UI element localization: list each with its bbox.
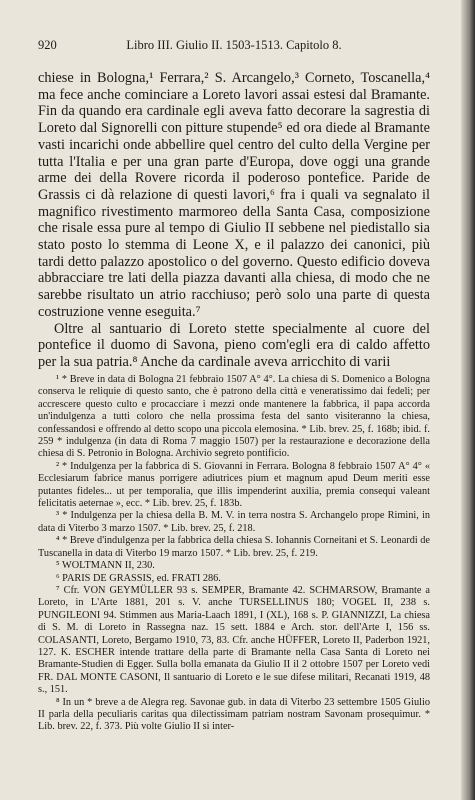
running-header [38, 38, 430, 54]
main-text [38, 70, 430, 371]
main-paragraph-1: chiese in Bologna,¹ Ferrara,² S. Arcangelo,³ Corneto, Toscanella,⁴ ma fece anche cominciare a Loreto lavori assai estesi dal Bramante. Fin da quando era cardinale egli aveva fatto decorare la sagrestia di Loreto dal Signorelli con pitture stupende⁵ ed ora diede al Bramante vasti incarichi onde abbellire quel centro del culto della Vergine per tutta l'Italia e per una gran parte d'Europa, dove oggi una grande arme dei della Rovere ricorda il poderoso pontefice. Paride de Grassis ci dà relazione di questi lavori,⁶ fra i quali va segnalato il magnifico rivestimento marmoreo della Santa Casa, composizione che risale essa pure al tempo di Giulio II sebbene nel piedistallo sia stato posto lo stemma di Leone X, e il palazzo dei canonici, più tardi detto palazzo apostolico o del governo. Questo edificio doveva abbracciare tre lati della piazza davanti alla chiesa, di modo che ne sarebbe risultato un atrio racchiuso; però solo una parte di questa costruzione venne eseguita.⁷ [38, 70, 430, 320]
footnote-3: ³ * Indulgenza per la chiesa della B. M. V. in terra nostra S. Archangelo prope Rimini, in data di Viterbo 3 marzo 1507. * Lib. brev. 25, f. 218. [38, 510, 430, 534]
footnote-1: ¹ * Breve in data di Bologna 21 febbraio 1507 A° 4°. La chiesa di S. Domenico a Bologna conserva le reliquie di questo santo, che è patrono della città e veneratissimo dai fedeli; per accrescere questo culto e procacciare i mezzi onde mantenere la fabbrica, il papa accorda un'indulgenza a tutti coloro che nella prossima festa del santo visiteranno la chiesa, confessandosi e offrendo al detto scopo una piccola elemosina. * Lib. brev. 25, f. 168b; ibid. f. 259 * indulgenza (in data di Roma 7 maggio 1507) per la restaurazione e decorazione della chiesa di S. Petronio in Bologna. Archivio segreto pontificio. [38, 374, 430, 460]
book-page-edge [461, 0, 475, 800]
footnotes [38, 374, 430, 734]
running-title: Libro III. Giulio II. 1503-1513. Capitolo 8. [126, 38, 342, 52]
footnote-7: ⁷ Cfr. VON GEYMÜLLER 93 s. SEMPER, Bramante 42. SCHMARSOW, Bramante a Loreto, in L'Arte 1881, 201 s. V. anche TURSELLINUS 180; VOGEL II, 238 s. PUNGILEONI 94. Stimmen aus Maria-Laach 1891, I (XL), 168 s. P. GIANNIZZI, La chiesa di S. M. di Loreto in Rassegna naz. 15 sett. 1884 e Arch. stor. dell'Arte I, 156 ss. COLASANTI, Loreto, Bergamo 1910, 73, 83. Cfr. anche HÜFFER, Loreto II, Paderbon 1921, 127. K. ESCHER intende trattare della parte di Bramante nella Casa Santa di Loreto nei Bramante-Studien di Egger. Sulla bolla emanata da Giulio II il 2 ottobre 1507 per Loreto vedi FR. DAL MONTE CASONI, Il santuario di Loreto e le sue difese militari, Recanati 1919, 48 s., 151. [38, 584, 430, 696]
footnote-8: ⁸ In un * breve a de Alegra reg. Savonae gub. in data di Viterbo 23 settembre 1505 Giulio II parla della peculiaris caritas qua dilectissimam patriam nostram Savonam prosequimur. * Lib. brev. 22, f. 373. Più volte Giulio II si inter- [38, 696, 430, 733]
footnote-4: ⁴ * Breve d'indulgenza per la fabbrica della chiesa S. Iohannis Corneitani et S. Leonardi de Tuscanella in data di Viterbo 19 marzo 1507. * Lib. brev. 25, f. 219. [38, 535, 431, 559]
footnote-6: ⁶ PARIS DE GRASSIS, ed. FRATI 286. [56, 572, 221, 584]
footnote-2: ² * Indulgenza per la fabbrica di S. Giovanni in Ferrara. Bologna 8 febbraio 1507 A° 4° « Ecclesiarum fabrice manus porrigere adiutrices pium et magnum apud Deum meriti esse putantes fideles... ut per temporalia, que illis impenderint auxilia, premia consequi valeant felicitatis aeternae », ecc. * Lib. brev. 25, f. 183b. [38, 460, 430, 510]
page-number: 920 [38, 38, 57, 52]
footnote-5: ⁵ WOLTMANN II, 230. [56, 560, 155, 572]
main-paragraph-2: Oltre al santuario di Loreto stette specialmente al cuore del pontefice il duomo di Savona, pieno com'egli era di caldo affetto per la sua patria.⁸ Anche da cardinale aveva arricchito di varii [38, 320, 430, 370]
